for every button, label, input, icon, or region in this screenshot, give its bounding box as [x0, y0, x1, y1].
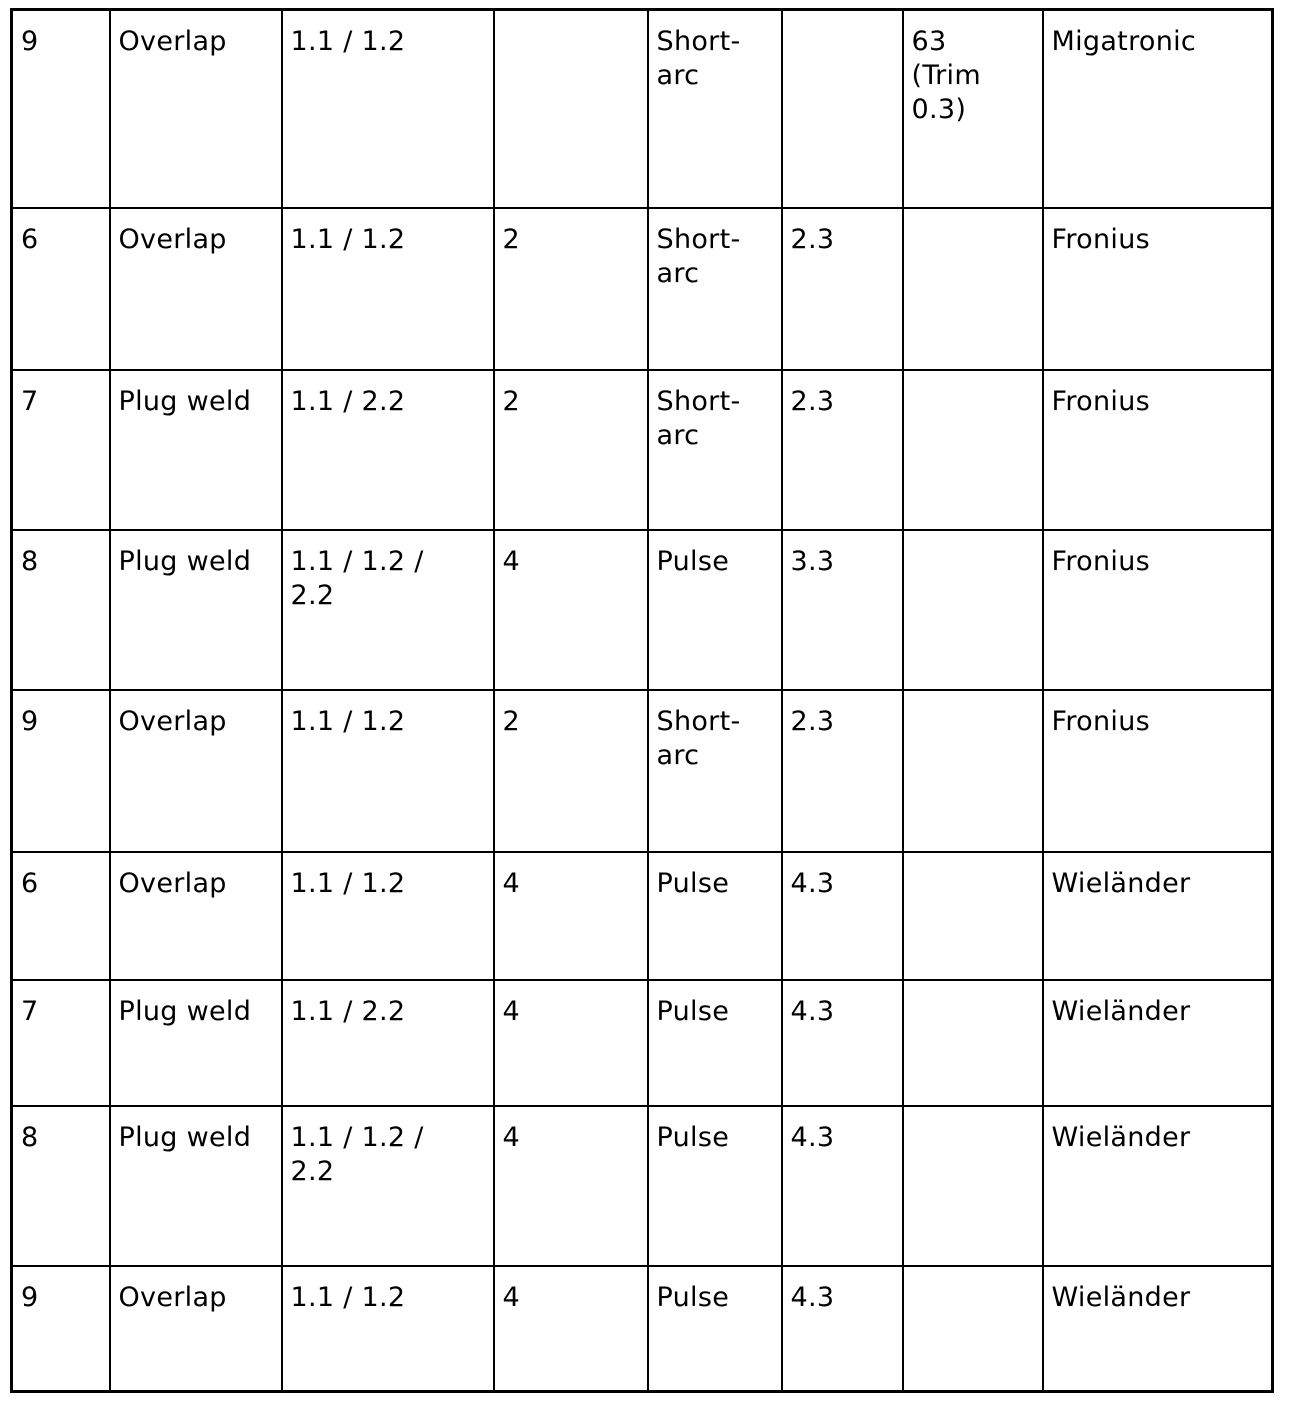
cell-number: 6 — [12, 852, 110, 980]
cell-col6: 2.3 — [782, 370, 903, 530]
cell-number: 7 — [12, 980, 110, 1106]
cell-joint-type: Overlap — [110, 208, 282, 370]
cell-col7: 63 (Trim 0.3) — [903, 10, 1043, 208]
cell-process: Short- arc — [648, 208, 782, 370]
table-row — [12, 208, 1273, 370]
cell-joint-type: Overlap — [110, 1266, 282, 1392]
cell-col6: 4.3 — [782, 980, 903, 1106]
cell-joint-type: Overlap — [110, 852, 282, 980]
cell-joint-type: Overlap — [110, 10, 282, 208]
cell-col7 — [903, 1266, 1043, 1392]
cell-process: Pulse — [648, 530, 782, 690]
cell-col4: 4 — [494, 530, 648, 690]
cell-number: 8 — [12, 530, 110, 690]
table-body — [12, 10, 1273, 1392]
table-row — [12, 690, 1273, 852]
cell-materials: 1.1 / 1.2 — [282, 1266, 494, 1392]
cell-col4: 4 — [494, 1106, 648, 1266]
cell-col7 — [903, 530, 1043, 690]
table-row — [12, 530, 1273, 690]
cell-manufacturer: Migatronic — [1043, 10, 1273, 208]
cell-number: 9 — [12, 10, 110, 208]
cell-process: Pulse — [648, 852, 782, 980]
cell-col7 — [903, 852, 1043, 980]
table-row — [12, 980, 1273, 1106]
cell-materials: 1.1 / 1.2 / 2.2 — [282, 1106, 494, 1266]
cell-materials: 1.1 / 2.2 — [282, 980, 494, 1106]
cell-manufacturer: Fronius — [1043, 690, 1273, 852]
cell-joint-type: Overlap — [110, 690, 282, 852]
cell-materials: 1.1 / 1.2 / 2.2 — [282, 530, 494, 690]
cell-col7 — [903, 1106, 1043, 1266]
cell-materials: 1.1 / 1.2 — [282, 208, 494, 370]
cell-manufacturer: Fronius — [1043, 530, 1273, 690]
cell-number: 7 — [12, 370, 110, 530]
cell-col6: 2.3 — [782, 690, 903, 852]
cell-col4: 2 — [494, 208, 648, 370]
table-row — [12, 10, 1273, 208]
table-row — [12, 1266, 1273, 1392]
cell-materials: 1.1 / 1.2 — [282, 10, 494, 208]
cell-col4: 2 — [494, 690, 648, 852]
table-row — [12, 370, 1273, 530]
cell-manufacturer: Wieländer — [1043, 1106, 1273, 1266]
cell-manufacturer: Wieländer — [1043, 980, 1273, 1106]
cell-number: 8 — [12, 1106, 110, 1266]
cell-col7 — [903, 208, 1043, 370]
cell-col4: 4 — [494, 980, 648, 1106]
cell-col7 — [903, 980, 1043, 1106]
cell-process: Pulse — [648, 980, 782, 1106]
cell-number: 9 — [12, 1266, 110, 1392]
cell-col6: 2.3 — [782, 208, 903, 370]
cell-process: Short- arc — [648, 690, 782, 852]
cell-manufacturer: Fronius — [1043, 208, 1273, 370]
data-table — [10, 8, 1274, 1393]
cell-col6: 4.3 — [782, 852, 903, 980]
cell-col7 — [903, 370, 1043, 530]
cell-manufacturer: Wieländer — [1043, 1266, 1273, 1392]
cell-joint-type: Plug weld — [110, 980, 282, 1106]
cell-manufacturer: Fronius — [1043, 370, 1273, 530]
cell-col4 — [494, 10, 648, 208]
table-row — [12, 1106, 1273, 1266]
cell-col7 — [903, 690, 1043, 852]
cell-joint-type: Plug weld — [110, 1106, 282, 1266]
cell-col6 — [782, 10, 903, 208]
cell-number: 6 — [12, 208, 110, 370]
cell-col6: 4.3 — [782, 1106, 903, 1266]
cell-process: Short- arc — [648, 370, 782, 530]
cell-materials: 1.1 / 1.2 — [282, 690, 494, 852]
cell-joint-type: Plug weld — [110, 530, 282, 690]
cell-materials: 1.1 / 1.2 — [282, 852, 494, 980]
table-row — [12, 852, 1273, 980]
cell-process: Pulse — [648, 1106, 782, 1266]
cell-manufacturer: Wieländer — [1043, 852, 1273, 980]
cell-col4: 4 — [494, 1266, 648, 1392]
cell-joint-type: Plug weld — [110, 370, 282, 530]
cell-col6: 4.3 — [782, 1266, 903, 1392]
cell-materials: 1.1 / 2.2 — [282, 370, 494, 530]
cell-process: Short- arc — [648, 10, 782, 208]
cell-col4: 4 — [494, 852, 648, 980]
cell-col4: 2 — [494, 370, 648, 530]
cell-number: 9 — [12, 690, 110, 852]
cell-col6: 3.3 — [782, 530, 903, 690]
cell-process: Pulse — [648, 1266, 782, 1392]
